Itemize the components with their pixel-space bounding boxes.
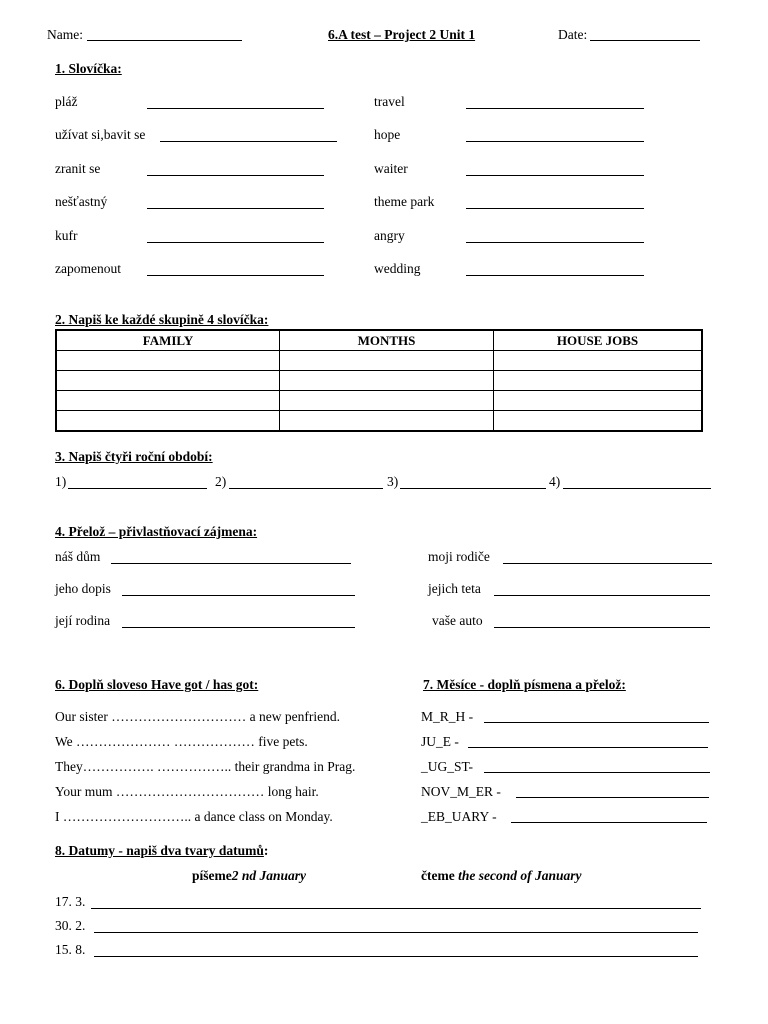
- month-item: M_R_H -: [421, 709, 474, 724]
- vocab-right-word: wedding: [374, 261, 421, 276]
- vocab-left-blank[interactable]: [147, 242, 324, 243]
- month-blank[interactable]: [484, 722, 709, 723]
- season-blank[interactable]: [563, 488, 711, 489]
- pronoun-left-blank[interactable]: [122, 627, 355, 628]
- pronoun-right: moji rodiče: [428, 549, 490, 564]
- month-item: NOV_M_ER -: [421, 784, 501, 799]
- word-groups-table: [55, 329, 703, 432]
- vocab-right-blank[interactable]: [466, 108, 644, 109]
- sentence-item[interactable]: We ………………… ……………… five pets.: [55, 734, 308, 749]
- vocab-right-blank[interactable]: [466, 208, 644, 209]
- column-header-family: FAMILY: [56, 330, 280, 351]
- season-label: 2): [215, 474, 227, 489]
- vocab-right-word: waiter: [374, 161, 408, 176]
- date-label: Date:: [558, 27, 588, 42]
- season-blank[interactable]: [68, 488, 207, 489]
- pronoun-left-blank[interactable]: [111, 563, 351, 564]
- vocab-right-word: theme park: [374, 194, 435, 209]
- section8-heading: 8. Datumy - napiš dva tvary datumů:: [55, 843, 269, 858]
- table-row: [56, 351, 702, 371]
- section2-heading: 2. Napiš ke každé skupině 4 slovíčka:: [55, 312, 269, 327]
- season-blank[interactable]: [400, 488, 546, 489]
- date-item: 17. 3.: [55, 894, 86, 909]
- vocab-right-word: angry: [374, 228, 405, 243]
- vocab-right-blank[interactable]: [466, 141, 644, 142]
- table-row: [56, 371, 702, 391]
- month-blank[interactable]: [511, 822, 707, 823]
- month-item: _EB_UARY -: [421, 809, 497, 824]
- table-cell[interactable]: [494, 371, 703, 391]
- table-cell[interactable]: [56, 411, 280, 432]
- table-cell[interactable]: [56, 391, 280, 411]
- section6-heading: 6. Doplň sloveso Have got / has got:: [55, 677, 259, 692]
- page-title: 6.A test – Project 2 Unit 1: [328, 27, 476, 42]
- vocab-right-blank[interactable]: [466, 242, 644, 243]
- table-cell[interactable]: [494, 391, 703, 411]
- vocab-left-blank[interactable]: [160, 141, 337, 142]
- date-item: 15. 8.: [55, 942, 86, 957]
- month-blank[interactable]: [516, 797, 709, 798]
- write-form-example: píšeme2 nd January: [192, 868, 307, 883]
- name-label: Name:: [47, 27, 83, 42]
- table-cell[interactable]: [494, 411, 703, 432]
- sentence-item[interactable]: I ……………………….. a dance class on Monday.: [55, 809, 333, 824]
- vocab-left-word: užívat si,bavit se: [55, 127, 146, 142]
- vocab-right-blank[interactable]: [466, 275, 644, 276]
- section3-heading: 3. Napiš čtyři roční období:: [55, 449, 213, 464]
- vocab-left-blank[interactable]: [147, 275, 324, 276]
- name-field[interactable]: [87, 40, 242, 41]
- month-item: _UG_ST-: [421, 759, 474, 774]
- table-header-row: [56, 330, 702, 351]
- table-cell[interactable]: [56, 371, 280, 391]
- pronoun-right: vaše auto: [432, 613, 483, 628]
- date-blank[interactable]: [91, 908, 701, 909]
- date-blank[interactable]: [94, 956, 698, 957]
- vocab-left-word: kufr: [55, 228, 78, 243]
- sentence-item[interactable]: Your mum …………………………… long hair.: [55, 784, 319, 799]
- table-cell[interactable]: [280, 351, 494, 371]
- season-label: 3): [387, 474, 399, 489]
- vocab-right-word: travel: [374, 94, 405, 109]
- vocab-right-blank[interactable]: [466, 175, 644, 176]
- month-blank[interactable]: [484, 772, 710, 773]
- table-cell[interactable]: [280, 391, 494, 411]
- column-header-months: MONTHS: [280, 330, 494, 351]
- season-label: 1): [55, 474, 67, 489]
- date-blank[interactable]: [94, 932, 698, 933]
- section7-heading: 7. Měsíce - doplň písmena a přelož:: [423, 677, 626, 692]
- date-item: 30. 2.: [55, 918, 86, 933]
- pronoun-left: jeho dopis: [55, 581, 111, 596]
- vocab-left-blank[interactable]: [147, 208, 324, 209]
- vocab-left-word: zranit se: [55, 161, 101, 176]
- pronoun-right: jejich teta: [428, 581, 481, 596]
- pronoun-right-blank[interactable]: [494, 627, 710, 628]
- table-row: [56, 411, 702, 432]
- pronoun-left: její rodina: [55, 613, 111, 628]
- section1-heading: 1. Slovíčka:: [55, 61, 122, 76]
- pronoun-left: náš dům: [55, 549, 101, 564]
- season-blank[interactable]: [229, 488, 383, 489]
- table-row: [56, 391, 702, 411]
- month-blank[interactable]: [468, 747, 708, 748]
- pronoun-right-blank[interactable]: [494, 595, 710, 596]
- vocab-left-word: pláž: [55, 94, 78, 109]
- vocab-left-blank[interactable]: [147, 175, 324, 176]
- season-label: 4): [549, 474, 561, 489]
- vocab-left-word: zapomenout: [55, 261, 121, 276]
- column-header-house-jobs: HOUSE JOBS: [494, 330, 703, 351]
- section4-heading: 4. Přelož – přivlastňovací zájmena:: [55, 524, 258, 539]
- month-item: JU_E -: [421, 734, 459, 749]
- vocab-left-blank[interactable]: [147, 108, 324, 109]
- read-form-example: čteme the second of January: [421, 868, 582, 883]
- table-cell[interactable]: [280, 371, 494, 391]
- vocab-left-word: nešťastný: [55, 194, 108, 209]
- vocab-right-word: hope: [374, 127, 401, 142]
- date-field[interactable]: [590, 40, 700, 41]
- table-cell[interactable]: [494, 351, 703, 371]
- table-cell[interactable]: [56, 351, 280, 371]
- pronoun-left-blank[interactable]: [122, 595, 355, 596]
- pronoun-right-blank[interactable]: [503, 563, 712, 564]
- sentence-item[interactable]: They……………. …………….. their grandma in Prag.: [55, 759, 356, 774]
- table-cell[interactable]: [280, 411, 494, 432]
- sentence-item[interactable]: Our sister ………………………… a new penfriend.: [55, 709, 340, 724]
